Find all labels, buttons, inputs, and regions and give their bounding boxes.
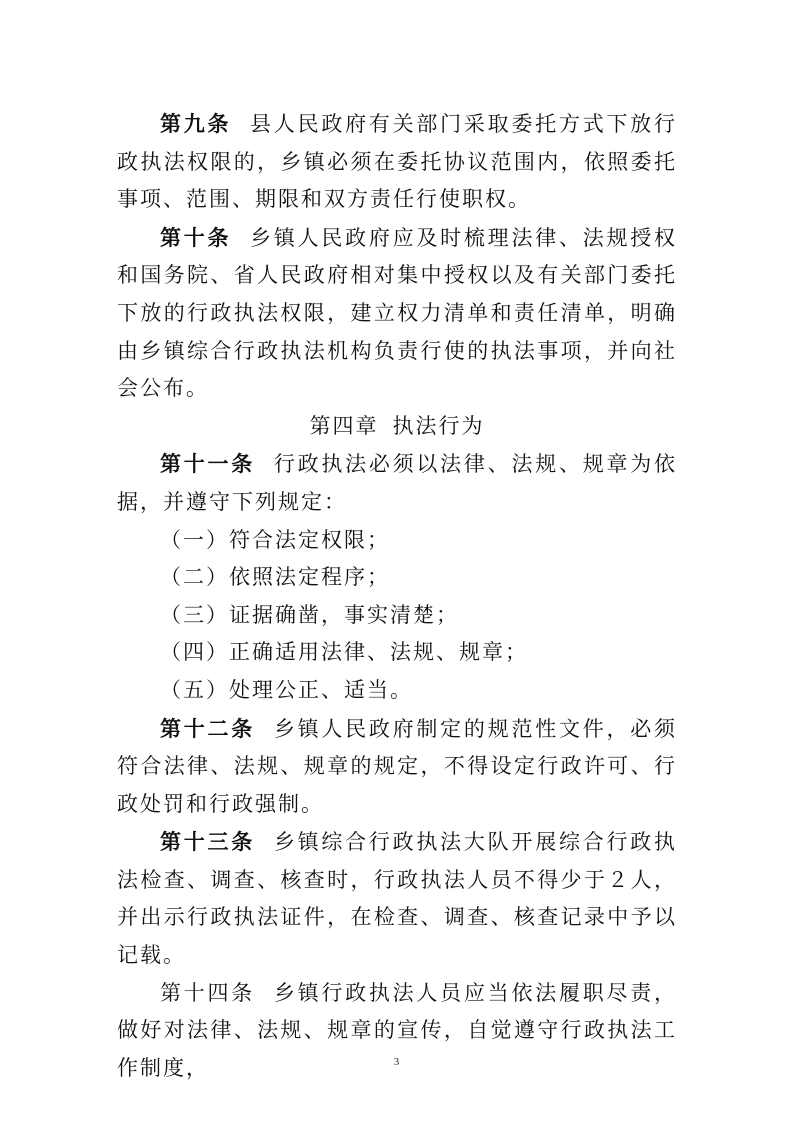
article-text: 行政执法必须以法律、法规、规章为依据，并遵守下列规定： [117,452,678,514]
page-number: 3 [393,1056,400,1068]
article-10 [117,219,677,408]
article-text: 乡镇人民政府应及时梳理法律、法规授权和国务院、省人民政府相对集中授权以及有关部门委托下放的行政执法权限，建立权力清单和责任清单，明确由乡镇综合行政执法机构负责行使的执法事项，并向社会公布。 [117,225,678,401]
list-item: （一）符合法定权限； [160,527,390,552]
article-text: 乡镇综合行政执法大队开展综合行政执法检查、调查、核查时，行政执法人员不得少于２人，并出示行政执法证件，在检查、调查、核查记录中予以记载。 [117,830,678,968]
article-text: 县人民政府有关部门采取委托方式下放行政执法权限的，乡镇必须在委托协议范围内，依照委托事项、范围、期限和双方责任行使职权。 [117,112,678,212]
article-number: 第十四条 [160,980,256,1005]
article-9 [117,105,677,219]
article-text: 乡镇行政执法人员应当依法履职尽责，做好对法律、法规、规章的宣传，自觉遵守行政执法工作制度， [117,980,678,1080]
document-body [117,105,677,1087]
list-item: （五）处理公正、适当。 [160,677,413,702]
article-number: 第十一条 [160,451,256,477]
article-number: 第九条 [160,111,232,136]
article-11 [117,445,677,521]
article-12 [117,710,677,824]
article-number: 第十三条 [160,829,256,855]
list-item: （二）依照法定程序； [160,565,390,590]
chapter-title: 执法行为 [392,413,485,438]
article-number: 第十条 [160,224,232,250]
chapter-number: 第四章 [309,413,379,438]
article-13 [117,823,677,974]
article-14 [117,975,677,1088]
chapter-heading [117,408,677,446]
list-item: （四）正确适用法律、法规、规章； [160,640,528,665]
article-text: 乡镇人民政府制定的规范性文件，必须符合法律、法规、规章的规定，不得设定行政许可、行政处罚和行政强制。 [117,716,678,816]
article-number: 第十二条 [160,715,256,741]
list-item: （三）证据确凿，事实清楚； [160,602,459,627]
